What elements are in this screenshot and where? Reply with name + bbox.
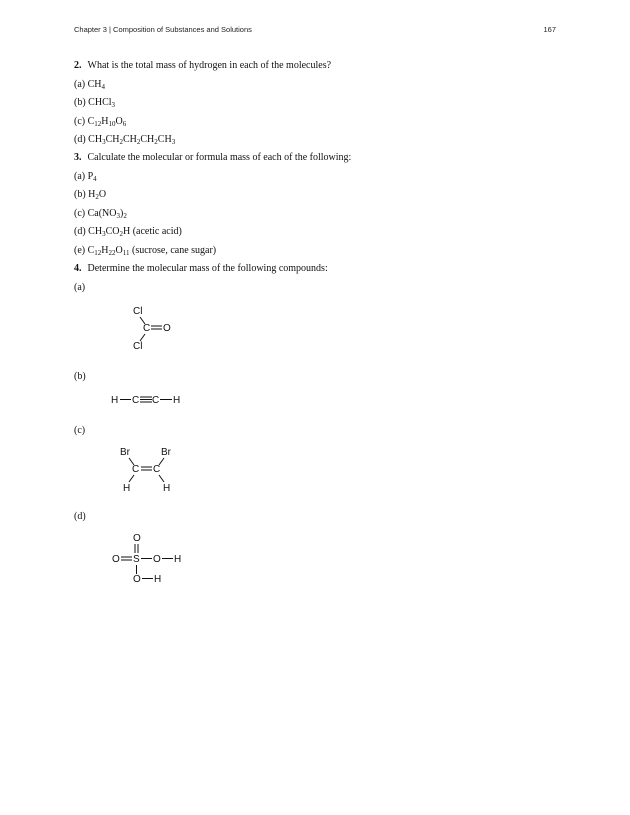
atom-h-bottom: H xyxy=(154,574,162,585)
q4-item-c-label: (c) xyxy=(74,425,86,436)
atom-h-left: H xyxy=(111,395,119,406)
q3-item-a: (a) $P_4$ xyxy=(74,171,97,183)
atom-cl-top: Cl xyxy=(133,306,143,317)
item-label: (e) xyxy=(74,245,86,256)
q3-item-b: (b) $H_2O$ xyxy=(74,189,107,201)
atom-br-left: Br xyxy=(120,447,130,458)
atom-h-left: H xyxy=(123,483,131,494)
q2-item-c: (c) $C_{12}H_{10}O_6$ xyxy=(74,116,127,128)
q3-item-d: (d) $CH_3CO_2H$ (acetic acid) xyxy=(74,226,182,238)
item-label: (b) xyxy=(74,97,86,108)
atom-h-right: H xyxy=(173,395,181,406)
chapter-title: Chapter 3 | Composition of Substances and Solutions xyxy=(74,25,252,34)
atom-o: O xyxy=(163,323,171,334)
atom-c: C xyxy=(143,323,151,334)
question-number: 2. xyxy=(74,60,82,71)
atom-h-right: H xyxy=(174,554,182,565)
item-label: (b) xyxy=(74,189,86,200)
item-label: (a) xyxy=(74,79,86,90)
atom-s: S xyxy=(133,554,140,565)
item-label: (c) xyxy=(74,208,86,219)
item-label: (c) xyxy=(74,116,86,127)
q4-item-a-label: (a) xyxy=(74,282,86,293)
question-number: 4. xyxy=(74,263,82,274)
atom-cl-bottom: Cl xyxy=(133,341,143,352)
question-text: Determine the molecular mass of the following compounds: xyxy=(87,263,328,274)
item-label: (a) xyxy=(74,171,86,182)
q2-item-b: (b) CHCl$_3$ xyxy=(74,97,116,109)
atom-o-left: O xyxy=(112,554,120,565)
question-text: What is the total mass of hydrogen in each of the molecules? xyxy=(87,60,332,71)
q3-item-c: (c) $Ca(NO_3)_2$ xyxy=(74,208,127,220)
atom-br-right: Br xyxy=(161,447,171,458)
atom-c-left: C xyxy=(132,395,140,406)
atom-c-right: C xyxy=(153,464,161,475)
q2-item-d: (d) $CH_3CH_2CH_2CH_2CH_3$ xyxy=(74,134,176,146)
atom-h-right: H xyxy=(163,483,171,494)
q3-item-e: (e) $C_{12}H_{22}O_{11}$ (sucrose, cane sugar) xyxy=(74,245,217,257)
atom-o-top: O xyxy=(133,533,141,544)
atom-o-right: O xyxy=(153,554,161,565)
q4-item-b-label: (b) xyxy=(74,371,86,382)
q2-item-a: (a) $CH_4$ xyxy=(74,79,106,91)
atom-c-right: C xyxy=(152,395,160,406)
question-text: Calculate the molecular or formula mass of each of the following: xyxy=(87,152,352,163)
item-label: (d) xyxy=(74,226,86,237)
item-note: (sucrose, cane sugar) xyxy=(132,245,217,256)
question-number: 3. xyxy=(74,152,82,163)
page-number: 167 xyxy=(543,25,556,34)
atom-c-left: C xyxy=(132,464,140,475)
q4-item-d-label: (d) xyxy=(74,511,86,522)
atom-o-bottom: O xyxy=(133,574,141,585)
item-label: (d) xyxy=(74,134,86,145)
item-note: (acetic acid) xyxy=(132,226,182,237)
